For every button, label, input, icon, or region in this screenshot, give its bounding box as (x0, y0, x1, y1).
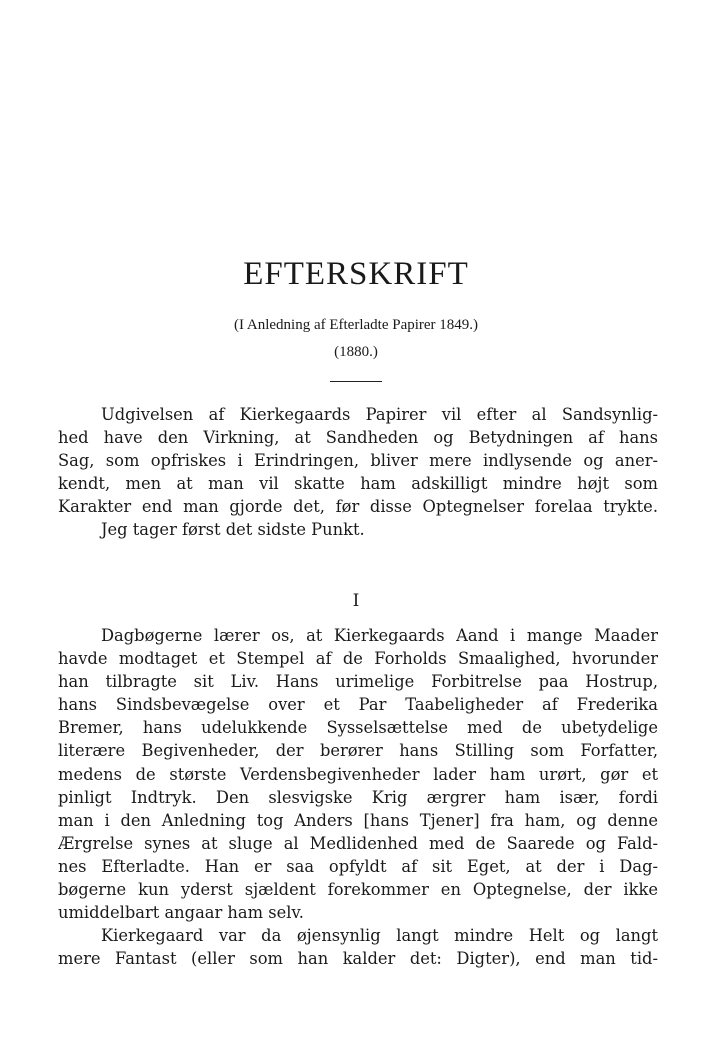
text-line: hans Sindsbevægelse over et Par Taabeligheder af Frederika (58, 695, 658, 715)
text-line: Karakter end man gjorde det, før disse Optegnelser forelaa trykte. (58, 497, 658, 517)
text-line: havde modtaget et Stempel af de Forholds Smaalighed, hvorunder (58, 649, 658, 669)
text-line: pinligt Indtryk. Den slesvigske Krig ærgrer ham især, fordi (58, 787, 658, 807)
text-line: literære Begivenheder, der berører hans Stilling som Forfatter, (58, 741, 658, 761)
text-line: Sag, som opfriskes i Erindringen, bliver mere indlysende og aner- (58, 451, 658, 471)
intro-paragraph (58, 403, 658, 542)
text-line: Dagbøgerne lærer os, at Kierkegaards Aand i mange Maader (101, 626, 658, 645)
chapter-title: EFTERSKRIFT (243, 256, 469, 292)
section-body (58, 624, 658, 970)
chapter-year: (1880.) (334, 344, 378, 360)
text-line: bøgerne kun yderst sjældent forekommer en Optegnelse, der ikke (58, 880, 658, 900)
text-line: man i den Anledning tog Anders [hans Tjener] fra ham, og denne (58, 810, 658, 830)
text-line: Kierkegaard var da øjensynlig langt mindre Helt og langt (101, 926, 658, 946)
text-line: hed have den Virkning, at Sandheden og Betydningen af hans (58, 428, 658, 448)
text-line: han tilbragte sit Liv. Hans urimelige Forbitrelse paa Hostrup, (58, 672, 658, 692)
section-number: I (352, 591, 360, 611)
text-line: Jeg tager først det sidste Punkt. (101, 520, 365, 540)
text-line: umiddelbart angaar ham selv. (58, 903, 304, 923)
text-line: Bremer, hans udelukkende Sysselsættelse med de ubetydelige (58, 718, 658, 738)
text-line: nes Efterladte. Han er saa opfyldt af sit Eget, at der i Dag- (58, 856, 658, 876)
text-line: kendt, men at man vil skatte ham adskilligt mindre højt som (58, 474, 658, 494)
text-line: mere Fantast (eller som han kalder det: Digter), end man tid- (58, 949, 658, 969)
text-line: Udgivelsen af Kierkegaards Papirer vil efter al Sandsynlig- (101, 405, 658, 424)
text-line: medens de største Verdensbegivenheder lader ham urørt, gør et (58, 764, 658, 784)
text-line: Ærgrelse synes at sluge al Medlidenhed med de Saarede og Fald- (58, 833, 658, 853)
title-divider (330, 381, 382, 382)
chapter-subtitle: (I Anledning af Efterladte Papirer 1849.) (233, 317, 479, 333)
